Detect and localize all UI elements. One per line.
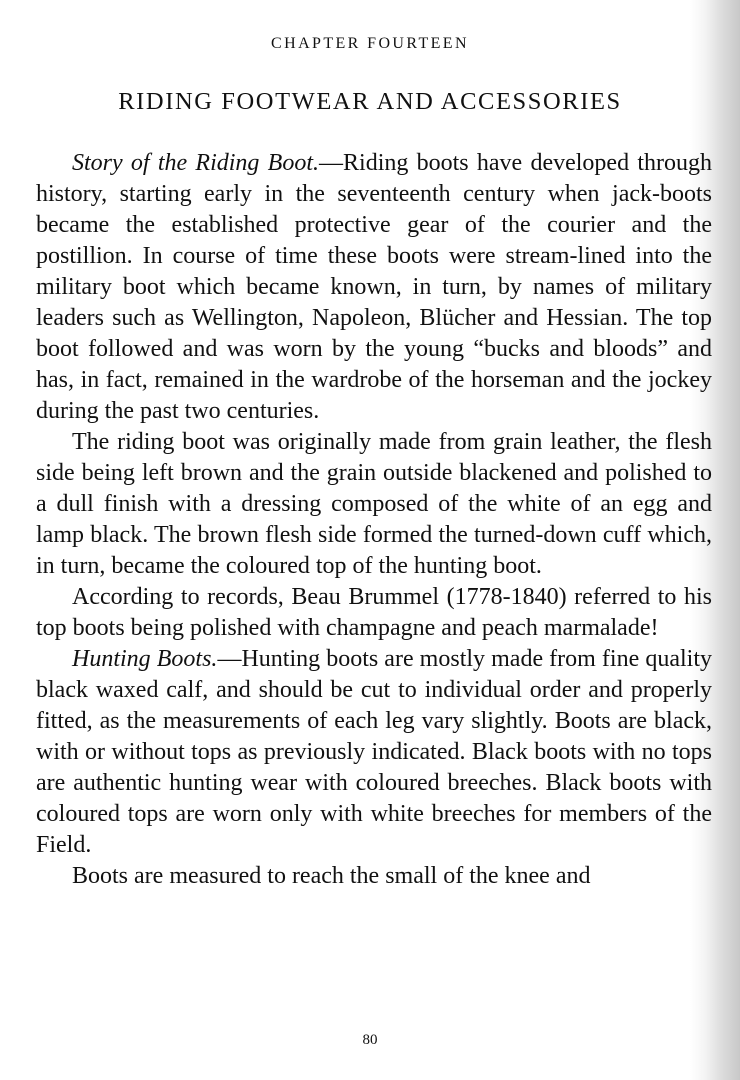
- run-in-heading: Story of the Riding Boot.: [72, 150, 320, 176]
- page-number: 80: [362, 1032, 378, 1048]
- paragraph-hunting-boots: [36, 644, 712, 861]
- run-in-heading: Hunting Boots.: [72, 646, 218, 672]
- paragraph-text: —Hunting boots are mostly made from fine quality black waxed calf, and should be cut to individual order and properly fitted, as the measurements of each leg vary slightly. Boots are black, with or without tops as previously indicated. Black boots with no tops are authentic hunting wear with coloured breeches. Black boots with coloured tops are worn only with white breeches for members of the Field.: [36, 646, 712, 858]
- paragraph-grain-leather: [36, 427, 712, 582]
- paragraph-text: According to records, Beau Brummel (1778-1840) referred to his top boots being polished with champagne and peach marmalade!: [36, 584, 712, 641]
- chapter-title: RIDING FOOTWEAR AND ACCESSORIES: [118, 88, 622, 115]
- paragraph-boot-measurement: [36, 861, 712, 892]
- chapter-heading: CHAPTER FOURTEEN: [271, 35, 469, 52]
- paragraph-riding-boot-story: [36, 148, 712, 427]
- paragraph-beau-brummel: [36, 582, 712, 644]
- paragraph-text: Boots are measured to reach the small of the knee and: [72, 863, 591, 889]
- paragraph-text: The riding boot was originally made from grain leather, the flesh side being left brown and the grain outside blackened and polished to a dull finish with a dressing composed of the white of an egg and lamp black. The brown flesh side formed the turned-down cuff which, in turn, became the coloured top of the hunting boot.: [36, 429, 712, 579]
- body-text: [36, 148, 712, 892]
- paragraph-text: —Riding boots have developed through history, starting early in the seventeenth century when jack-boots became the established protective gear of the courier and the postillion. In course of time these boots were stream-lined into the military boot which became known, in turn, by names of military leaders such as Wellington, Napoleon, Blücher and Hessian. The top boot followed and was worn by the young “bucks and bloods” and has, in fact, remained in the wardrobe of the horseman and the jockey during the past two centuries.: [36, 150, 712, 424]
